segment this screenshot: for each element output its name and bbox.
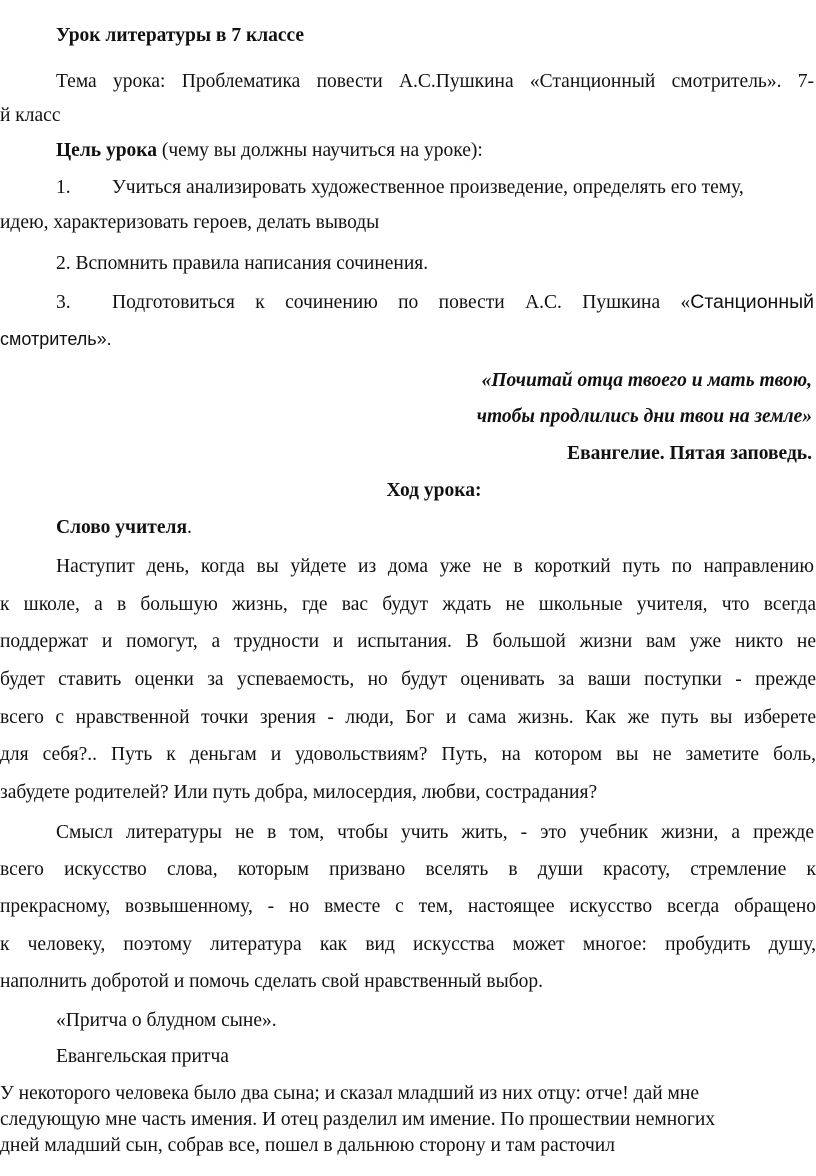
paragraph-line: поддержат и помогут, а трудности и испытания. В большой жизни вам уже никто не [0,631,816,652]
goal-text: Подготовиться к сочинению по повести А.С. Пушкина « [112,292,691,313]
goal-text-sans: Станционный [690,291,814,313]
goal-heading [56,141,483,161]
teacher-heading [56,518,192,538]
parable-line: следующую мне часть имения. И отец разделил им имение. По прошествии немногих [0,1109,716,1130]
paragraph-line: будет ставить оценки за успеваемость, но будут оценивать за ваши поступки - прежде [0,669,816,690]
parable-line: У некоторого человека было два сына; и сказал младший из них отцу: отче! дай мне [0,1083,699,1104]
paragraph-line: к человеку, поэтому литература как вид искусства может многое: пробудить душу, [0,934,816,955]
goal-label: Цель урока [56,140,157,161]
topic-line: й класс [0,105,61,126]
parable-title: «Притча о блудном сыне». [56,1010,277,1031]
goal-item-3 [56,293,814,313]
goal-number: 1. [56,177,71,198]
epigraph-line: «Почитай отца твоего и мать твою, [481,370,812,391]
goal-description: (чему вы должны научиться на уроке): [157,140,483,161]
goal-item-2: 2. Вспомнить правила написания сочинения. [56,253,429,274]
goal-item-1 [56,178,814,198]
paragraph-line: к школе, а в большую жизнь, где вас будут ждать не школьные учителя, что всегда [0,594,816,615]
paragraph-line: Наступит день, когда вы уйдете из дома уже не в короткий путь по направлению [56,556,814,577]
parable-line: дней младший сын, собрав все, пошел в дальнюю сторону и там расточил [0,1135,615,1156]
lesson-title: Урок литературы в 7 классе [56,25,305,46]
teacher-dot: . [187,517,192,538]
paragraph-line: всего искусство слова, которым призвано вселять в души красоту, стремление к [0,859,816,880]
section-title: Ход урока: [386,480,482,501]
paragraph-line: всего с нравственной точки зрения - люди, Бог и сама жизнь. Как же путь вы изберете [0,707,816,728]
topic-line: Тема урока: Проблематика повести А.С.Пушкина «Станционный смотритель». 7- [56,71,814,92]
goal-text: Учиться анализировать художественное произведение, определять его тему, [112,177,744,198]
paragraph-line: прекрасному, возвышенному, - но вместе с тем, настоящее искусство всегда обращено [0,896,816,917]
goal-number: 3. [56,292,71,313]
parable-subtitle: Евангельская притча [56,1046,229,1067]
paragraph-line: наполнить добротой и помочь сделать свой нравственный выбор. [0,971,544,992]
paragraph-line: Смысл литературы не в том, чтобы учить жить, - это учебник жизни, а прежде [56,822,814,843]
paragraph-line: забудете родителей? Или путь добра, милосердия, любви, сострадания? [0,782,598,803]
teacher-label: Слово учителя [56,517,188,538]
epigraph-source: Евангелие. Пятая заповедь. [567,443,812,464]
goal-text: идею, характеризовать героев, делать выводы [0,212,380,233]
epigraph-line: чтобы продлились дни твои на земле» [476,406,812,427]
goal-text-sans: смотритель». [0,329,112,349]
paragraph-line: для себя?.. Путь к деньгам и удовольствиям? Путь, на котором вы не заметите боль, [0,744,816,765]
